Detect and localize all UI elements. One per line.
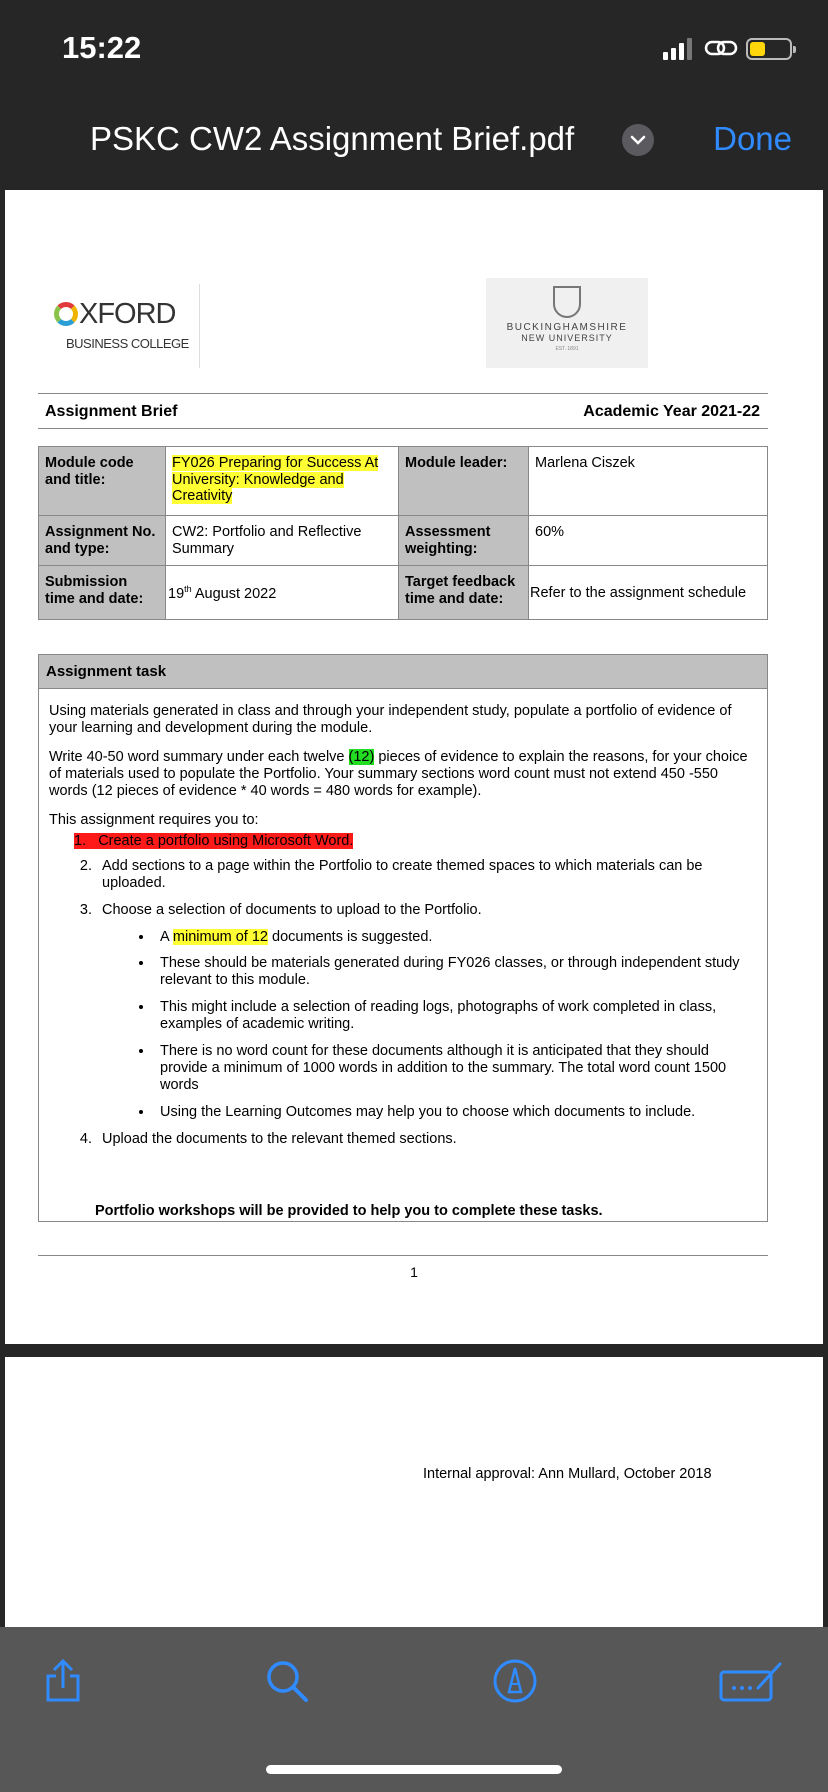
task-bullets <box>102 929 758 1122</box>
task-step-2: 2. Add sections to a page within the Portfolio to create themed spaces to which materials can be uploaded. <box>96 858 758 892</box>
table-row <box>39 447 768 516</box>
markup-button[interactable] <box>492 1658 538 1709</box>
table-row <box>39 566 768 620</box>
divider <box>38 428 768 429</box>
title-menu-button[interactable] <box>622 124 654 156</box>
oxford-business-college-logo <box>46 284 200 368</box>
home-indicator[interactable] <box>266 1765 562 1774</box>
share-icon <box>42 1658 84 1704</box>
table-row <box>39 516 768 566</box>
share-button[interactable] <box>42 1658 84 1709</box>
task-intro: This assignment requires you to: <box>49 811 259 828</box>
crest-icon <box>553 286 581 318</box>
assignment-brief-heading: Assignment Brief <box>45 403 178 420</box>
divider <box>38 1255 768 1256</box>
task-footer-note: Portfolio workshops will be provided to help you to complete these tasks. <box>95 1203 603 1219</box>
task-step-1: 1. Create a portfolio using Microsoft Word. <box>74 832 354 849</box>
module-code-label: Module code and title: <box>39 447 166 516</box>
cellular-signal-icon <box>663 36 692 60</box>
task-bullet-2: • These should be materials generated during FY026 classes, or through independent study relevant to this module. <box>154 955 758 989</box>
oxford-logo-subtext: BUSINESS COLLEGE <box>66 336 189 351</box>
module-code-value: FY026 Preparing for Success At University: Knowledge and Creativity <box>166 447 399 516</box>
weighting-label: Assessment weighting: <box>399 516 529 566</box>
search-button[interactable] <box>264 1658 310 1709</box>
assignment-task-box <box>38 654 768 1222</box>
divider <box>38 393 768 394</box>
status-icons <box>663 36 792 60</box>
done-button[interactable]: Done <box>713 120 792 157</box>
assignment-label: Assignment No. and type: <box>39 516 166 566</box>
document-title[interactable]: PSKC CW2 Assignment Brief.pdf <box>90 120 575 157</box>
task-step-4: 4. Upload the documents to the relevant themed sections. <box>96 1131 758 1148</box>
signature-icon <box>718 1658 786 1704</box>
submission-value: 19th August 2022 <box>166 566 399 620</box>
status-bar <box>0 0 828 100</box>
assignment-value: CW2: Portfolio and Reflective Summary <box>166 516 399 566</box>
task-bullet-4: • There is no word count for these documents although it is anticipated that they should provide a minimum of 1000 words in addition to the summary. The total word count 1500 words <box>154 1043 758 1094</box>
task-step-3: 3. Choose a selection of documents to upload to the Portfolio. • A minimum of 12 documents is suggested. • These should be materials generated during FY026 classes, or through independent study relevant to this module. • This might include a selection of reading logs, photographs of work completed in class, examples of academic writing. • There is no word count for these documents although it is anticipated that they should provide a minimum of 1000 words in addition to the summary. The total word count 1500 words • Using the Learning Outcomes may help you to choose which documents to include. <box>96 902 758 1122</box>
search-icon <box>264 1658 310 1704</box>
chevron-down-icon <box>630 135 646 145</box>
markup-pen-icon <box>492 1658 538 1704</box>
weighting-value: 60% <box>529 516 768 566</box>
link-icon <box>704 36 738 60</box>
feedback-label: Target feedback time and date: <box>399 566 529 620</box>
signature-button[interactable] <box>718 1658 786 1709</box>
status-time: 15:22 <box>62 30 142 65</box>
bucks-logo-line1: BUCKINGHAMSHIRE <box>506 322 628 333</box>
pdf-page-2[interactable] <box>5 1357 823 1627</box>
bucks-logo-line2: NEW UNIVERSITY <box>521 333 613 343</box>
feedback-value: Refer to the assignment schedule <box>529 566 768 620</box>
oxford-logo-text: XFORD <box>79 298 176 330</box>
module-info-table <box>38 446 768 620</box>
submission-label: Submission time and date: <box>39 566 166 620</box>
bucks-logo-est: EST. 1891 <box>555 346 579 352</box>
task-bullet-5: • Using the Learning Outcomes may help you to choose which documents to include. <box>154 1104 758 1121</box>
buckinghamshire-logo <box>486 278 648 368</box>
task-para-2: Write 40-50 word summary under each twelve (12) pieces of evidence to explain the reasons, for your choice of materials used to populate the Portfolio. Your summary sections word count must not extend 450 -550 words (12 pieces of evidence * 40 words = 480 words for example). <box>49 748 748 799</box>
battery-fill <box>750 42 765 56</box>
task-bullet-3: • This might include a selection of reading logs, photographs of work completed in class, examples of academic writing. <box>154 999 758 1033</box>
module-leader-value: Marlena Ciszek <box>529 447 768 516</box>
task-bullet-1: • A minimum of 12 documents is suggested. <box>154 929 758 946</box>
internal-approval-text: Internal approval: Ann Mullard, October 2018 <box>423 1466 712 1482</box>
battery-icon <box>746 38 792 60</box>
page-number: 1 <box>410 1264 418 1280</box>
task-steps <box>49 858 758 1148</box>
academic-year: Academic Year 2021-22 <box>583 403 760 420</box>
task-heading: Assignment task <box>39 655 767 689</box>
task-para-1: Using materials generated in class and through your independent study, populate a portfolio of evidence of your learning and development during the module. <box>49 703 732 736</box>
task-body <box>39 689 767 1148</box>
module-leader-label: Module leader: <box>399 447 529 516</box>
oxford-ring-icon <box>54 302 78 326</box>
